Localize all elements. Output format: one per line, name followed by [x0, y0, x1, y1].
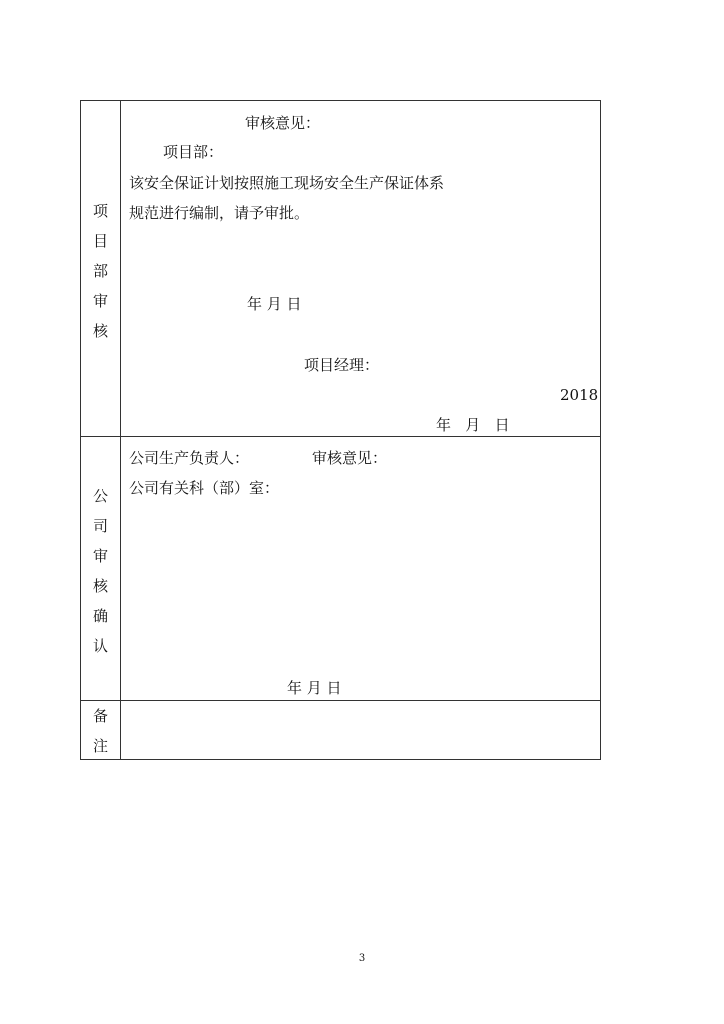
- section-divider-1: [81, 436, 600, 437]
- label-column-divider: [120, 101, 121, 759]
- company-related-dept: 公司有关科（部）室：: [129, 479, 280, 497]
- company-review-label-char: 认: [92, 637, 108, 655]
- project-review-label-char: 部: [92, 262, 108, 280]
- project-review-label-char: 核: [92, 322, 108, 340]
- project-date-mid: 年 月 日: [247, 295, 302, 313]
- company-production-head: 公司生产负责人：: [129, 449, 250, 467]
- project-review-label-char: 审: [92, 292, 108, 310]
- company-review-label-char: 司: [92, 517, 108, 535]
- project-review-label-char: 目: [92, 232, 108, 250]
- company-review-label-char: 确: [92, 607, 108, 625]
- remarks-label: [81, 701, 120, 761]
- company-review-label-char: 核: [92, 577, 108, 595]
- project-year: 2018: [560, 386, 599, 404]
- project-date-bottom: 年 月 日: [436, 416, 510, 434]
- approval-form-table: [80, 100, 601, 760]
- project-review-text-line1: 该安全保证计划按照施工现场安全生产保证体系: [129, 174, 445, 192]
- company-review-label: [81, 481, 120, 661]
- company-review-label-char: 审: [92, 547, 108, 565]
- company-date: 年 月 日: [287, 679, 342, 697]
- section-divider-2: [81, 700, 600, 701]
- remarks-label-char: 注: [92, 737, 108, 755]
- project-dept-heading: 项目部：: [163, 143, 224, 161]
- project-review-label: [81, 196, 120, 346]
- project-review-opinion: 审核意见：: [245, 114, 321, 132]
- remarks-label-char: 备: [92, 707, 108, 725]
- company-review-label-char: 公: [92, 487, 108, 505]
- project-manager-label: 项目经理：: [304, 356, 380, 374]
- company-review-opinion: 审核意见：: [312, 449, 388, 467]
- page-number: 3: [358, 953, 366, 964]
- project-review-text-line2: 规范进行编制，请予审批。: [129, 204, 310, 222]
- project-review-label-char: 项: [92, 202, 108, 220]
